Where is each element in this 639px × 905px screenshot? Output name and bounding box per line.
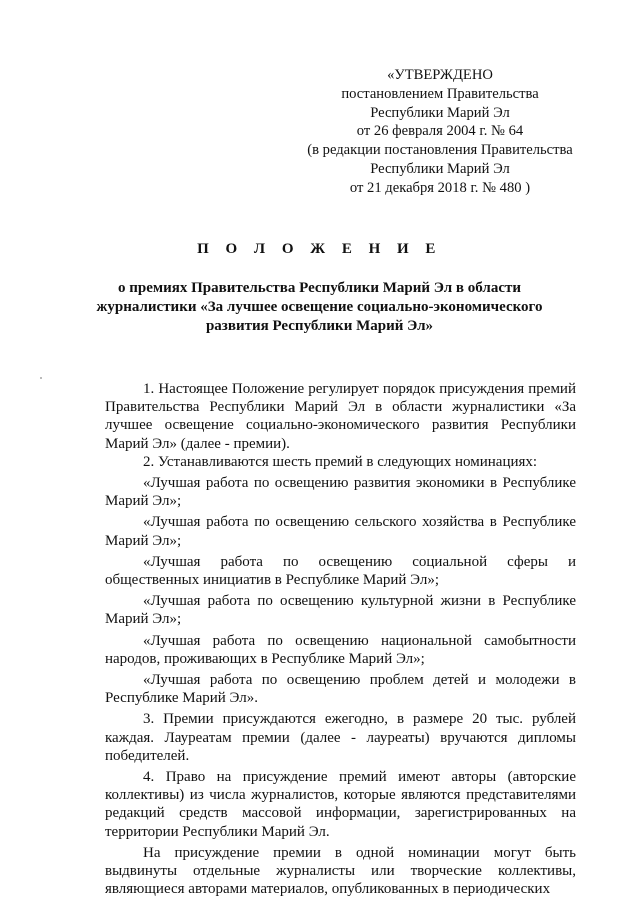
subtitle-line: журналистики «За лучшее освещение социально-экономического bbox=[96, 299, 543, 315]
nomination-item: «Лучшая работа по освещению развития экономики в Республике Марий Эл»; bbox=[105, 475, 576, 510]
approval-block bbox=[290, 66, 590, 198]
nomination-item: «Лучшая работа по освещению культурной жизни в Республике Марий Эл»; bbox=[105, 593, 576, 628]
document-body bbox=[105, 380, 576, 898]
paragraph-4: 4. Право на присуждение премий имеют авторы (авторские коллективы) из числа журналистов, которые являются представителями редакций средств массовой информации, зарегистрированных на территории Республики Марий Эл. bbox=[105, 769, 576, 840]
scan-speck bbox=[40, 377, 42, 379]
document-heading: П О Л О Ж Е Н И Е bbox=[197, 241, 442, 257]
approval-line: (в редакции постановления Правительства bbox=[307, 142, 573, 159]
paragraph-4-continued: На присуждение премии в одной номинации могут быть выдвинуты отдельные журналисты или творческие коллективы, являющиеся авторами материалов, опубликованных в периодических bbox=[105, 844, 576, 898]
subtitle-line: развития Республики Марий Эл» bbox=[205, 318, 434, 334]
nomination-item: «Лучшая работа по освещению социальной сферы и общественных инициатив в Республике Марий Эл»; bbox=[105, 553, 576, 589]
approval-line: постановлением Правительства bbox=[341, 85, 539, 102]
approval-line: Республики Марий Эл bbox=[370, 160, 510, 177]
approval-line: от 21 декабря 2018 г. № 480 ) bbox=[349, 179, 531, 196]
paragraph-1: 1. Настоящее Положение регулирует порядок присуждения премий Правительства Республики Марий Эл в области журналистики «За лучшее освещение социально-экономического развития Республики Марий Эл» (далее - премии). bbox=[105, 381, 576, 452]
nomination-item: «Лучшая работа по освещению проблем детей и молодежи в Республике Марий Эл». bbox=[105, 672, 576, 707]
document-subtitle bbox=[96, 279, 543, 336]
paragraph-3: 3. Премии присуждаются ежегодно, в размере 20 тыс. рублей каждая. Лауреатам премии (далее - лауреаты) вручаются дипломы победителей. bbox=[105, 711, 576, 764]
approval-line: Республики Марий Эл bbox=[370, 104, 510, 121]
nomination-item: «Лучшая работа по освещению национальной самобытности народов, проживающих в Республике Марий Эл»; bbox=[105, 632, 576, 667]
subtitle-line: о премиях Правительства Республики Марий Эл в области bbox=[118, 280, 521, 296]
nomination-item: «Лучшая работа по освещению сельского хозяйства в Республике Марий Эл»; bbox=[105, 514, 576, 549]
approval-line: «УТВЕРЖДЕНО bbox=[387, 67, 493, 83]
paragraph-2: 2. Устанавливаются шесть премий в следующих номинациях: bbox=[143, 453, 538, 470]
approval-line: от 26 февраля 2004 г. № 64 bbox=[356, 123, 524, 140]
